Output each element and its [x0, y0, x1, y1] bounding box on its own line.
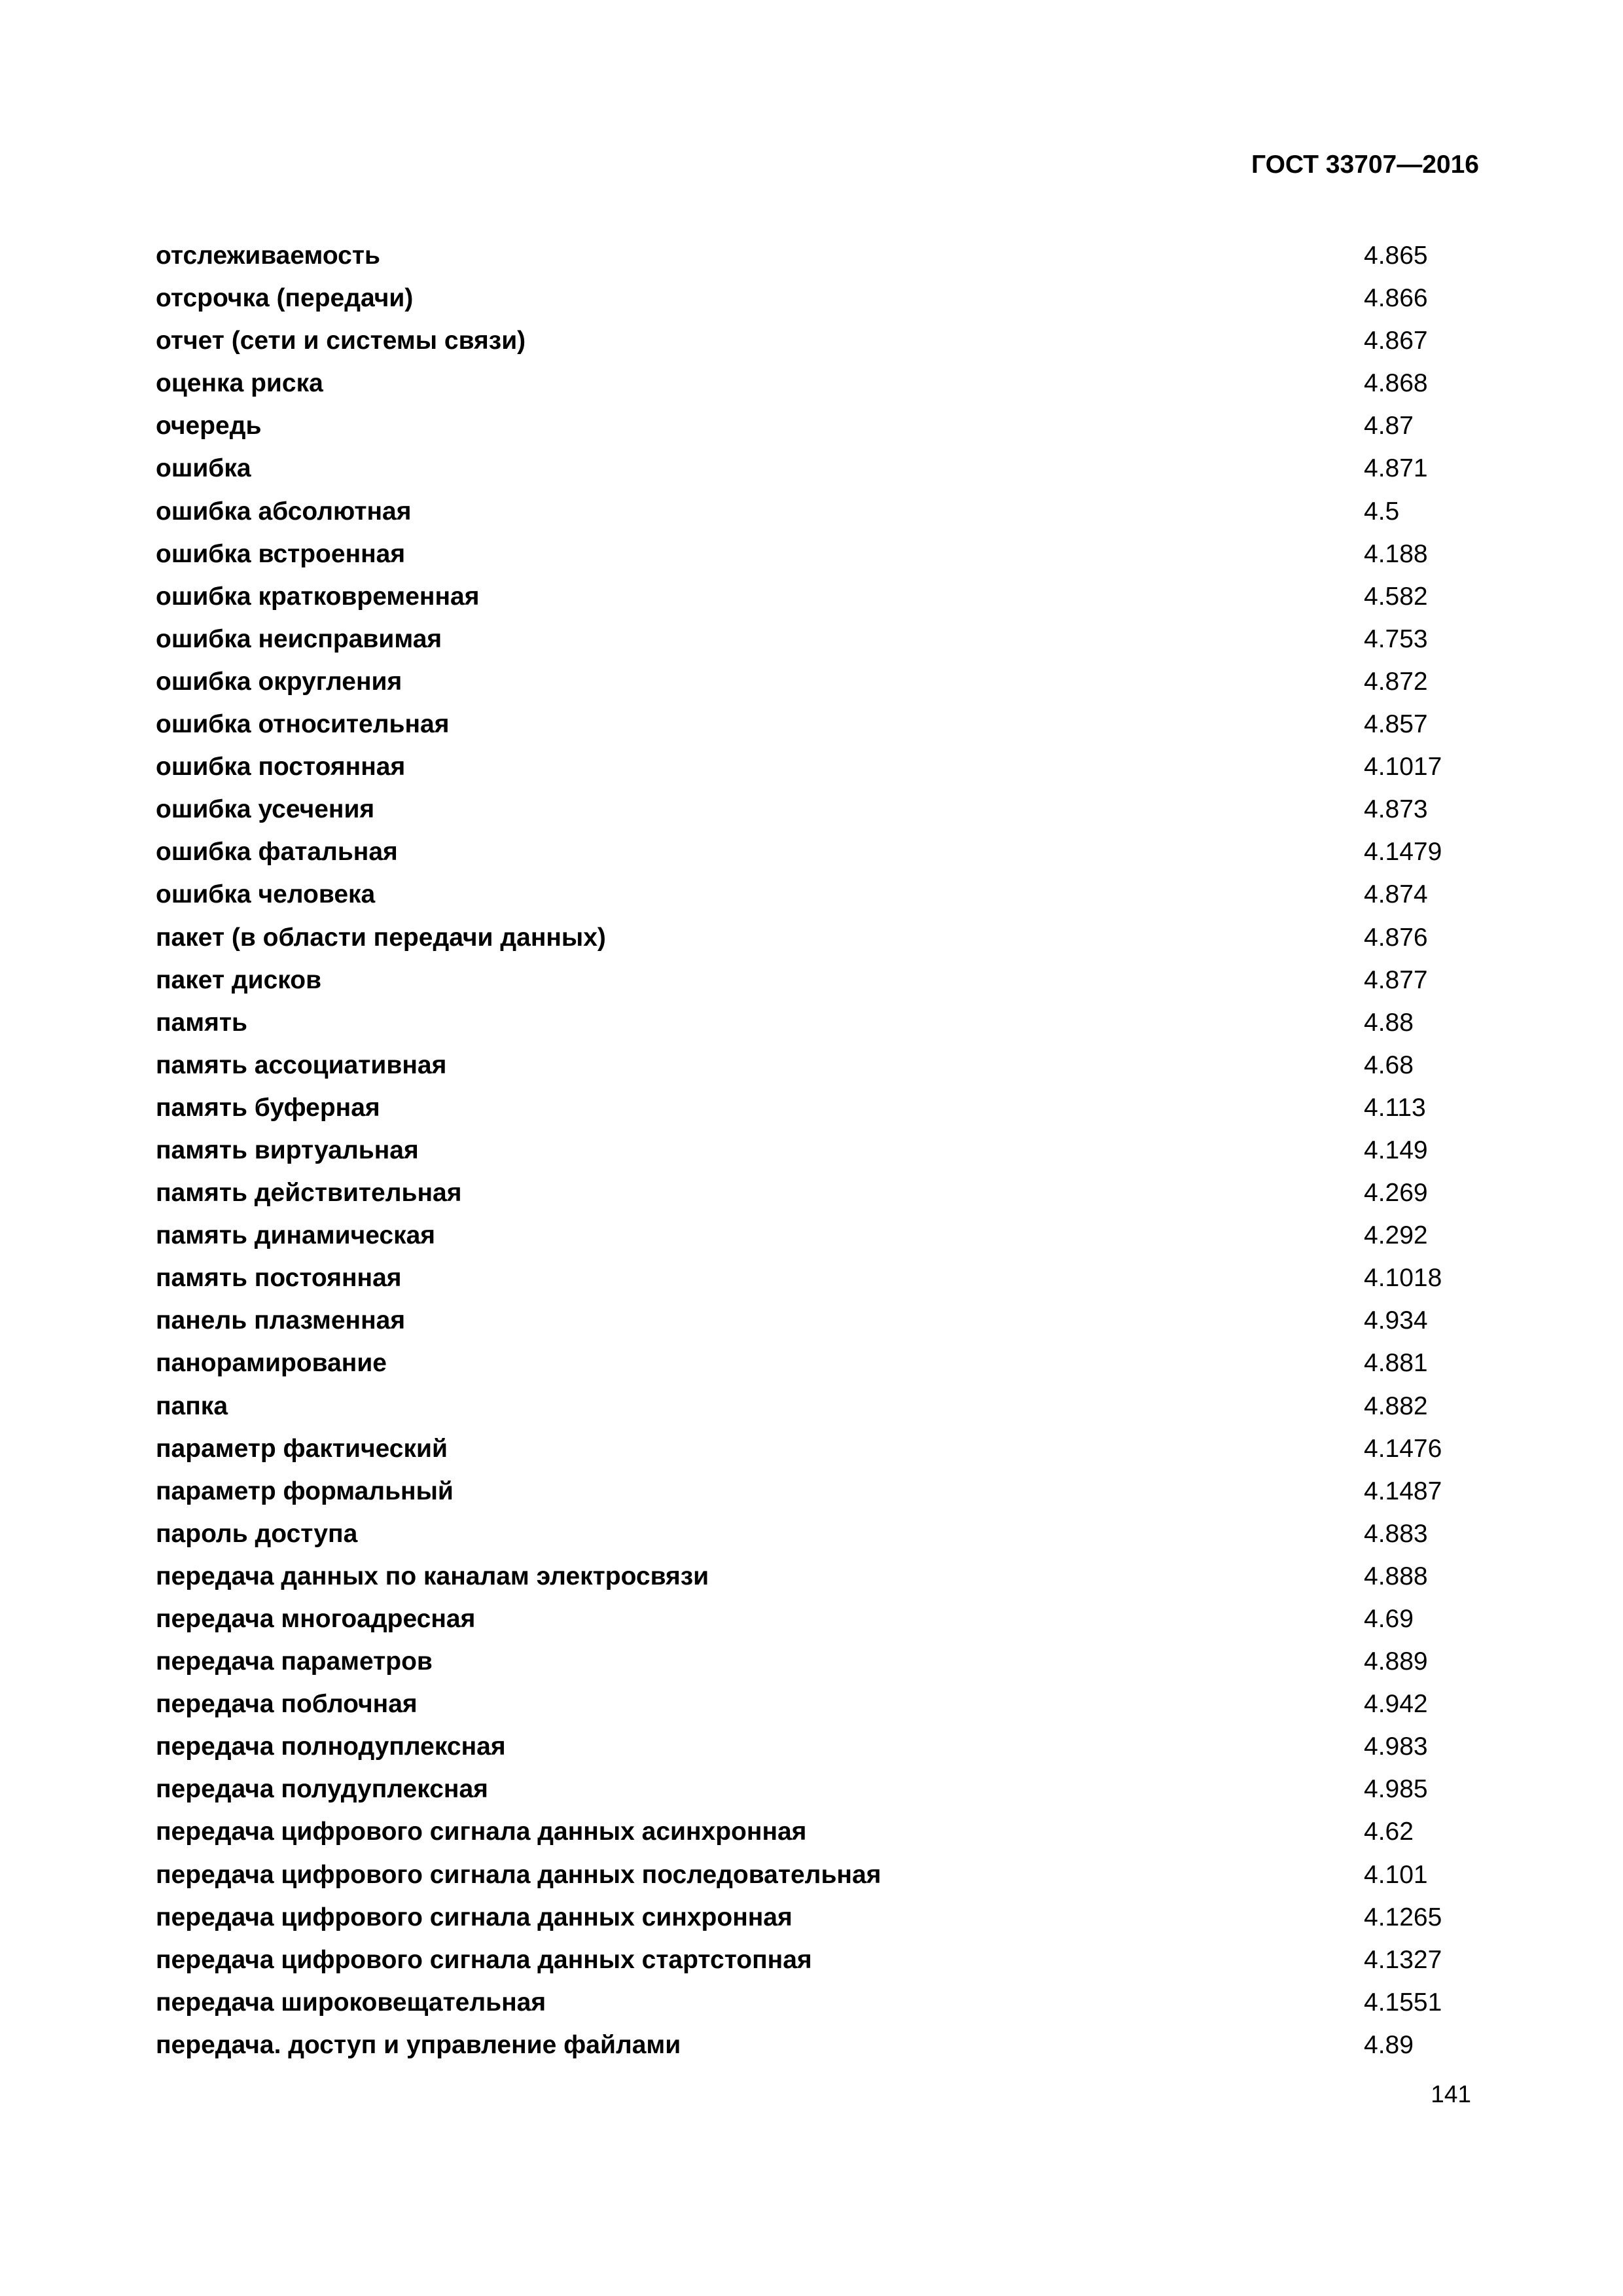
index-reference-number: 4.1487: [1364, 1477, 1442, 1505]
index-reference-number: 4.876: [1364, 923, 1428, 952]
index-entry: [156, 873, 1484, 916]
index-term: передача многоадресная: [156, 1605, 476, 1633]
index-entry: [156, 788, 1484, 831]
index-term: параметр формальный: [156, 1477, 454, 1505]
index-entry: [156, 1385, 1484, 1427]
index-term: ошибка фатальная: [156, 838, 398, 867]
index-reference-number: 4.868: [1364, 369, 1428, 398]
index-term: память динамическая: [156, 1221, 436, 1250]
index-term: ошибка человека: [156, 880, 376, 909]
index-reference-number: 4.934: [1364, 1306, 1428, 1335]
index-term: ошибка округления: [156, 667, 402, 696]
index-reference-number: 4.881: [1364, 1349, 1428, 1378]
index-term: отсрочка (передачи): [156, 284, 414, 313]
index-reference-number: 4.5: [1364, 497, 1400, 526]
index-reference-number: 4.857: [1364, 710, 1428, 739]
index-entry: [156, 1725, 1484, 1768]
index-entry: [156, 533, 1484, 575]
index-entry: [156, 404, 1484, 447]
index-term: ошибка постоянная: [156, 753, 406, 781]
index-entry: [156, 1172, 1484, 1214]
index-reference-number: 4.888: [1364, 1562, 1428, 1590]
index-reference-number: 4.883: [1364, 1519, 1428, 1548]
index-entry: [156, 1001, 1484, 1044]
index-term: передача цифрового сигнала данных синхронная: [156, 1903, 793, 1931]
index-reference-number: 4.269: [1364, 1179, 1428, 1208]
index-reference-number: 4.1018: [1364, 1264, 1442, 1293]
index-entry: [156, 618, 1484, 660]
index-entry: [156, 660, 1484, 703]
index-reference-number: 4.985: [1364, 1775, 1428, 1804]
index-entry: [156, 1896, 1484, 1939]
index-entry: [156, 2024, 1484, 2066]
index-term: передача данных по каналам электросвязи: [156, 1562, 709, 1590]
index-entry: [156, 1939, 1484, 1981]
index-reference-number: 4.874: [1364, 880, 1428, 909]
index-reference-number: 4.1479: [1364, 838, 1442, 867]
index-term: передача широковещательная: [156, 1988, 546, 2017]
index-reference-number: 4.62: [1364, 1818, 1414, 1846]
index-entry: [156, 1768, 1484, 1810]
index-reference-number: 4.866: [1364, 284, 1428, 313]
index-entry: [156, 1810, 1484, 1853]
index-term: отслеживаемость: [156, 242, 380, 270]
index-reference-number: 4.69: [1364, 1605, 1414, 1633]
index-entry: [156, 745, 1484, 788]
index-term: очередь: [156, 412, 262, 440]
index-entry: [156, 1598, 1484, 1640]
index-entry: [156, 1981, 1484, 2024]
index-reference-number: 4.1476: [1364, 1434, 1442, 1463]
index-reference-number: 4.882: [1364, 1391, 1428, 1420]
index-entry: [156, 362, 1484, 404]
index-reference-number: 4.88: [1364, 1008, 1414, 1037]
document-header: ГОСТ 33707—2016: [1251, 151, 1479, 179]
index-entry: [156, 703, 1484, 745]
index-term: передача параметров: [156, 1647, 433, 1676]
index-reference-number: 4.292: [1364, 1221, 1428, 1250]
index-term: пакет дисков: [156, 965, 322, 994]
index-reference-number: 4.983: [1364, 1732, 1428, 1761]
index-term: пакет (в области передачи данных): [156, 923, 606, 952]
index-term: память ассоциативная: [156, 1050, 447, 1079]
index-entry: [156, 490, 1484, 533]
index-reference-number: 4.89: [1364, 2030, 1414, 2059]
index-entry: [156, 1299, 1484, 1342]
index-term: передача цифрового сигнала данных стартстопная: [156, 1945, 812, 1974]
index-reference-number: 4.149: [1364, 1136, 1428, 1164]
index-entry: [156, 1427, 1484, 1470]
index-reference-number: 4.101: [1364, 1860, 1428, 1889]
index-term: ошибка усечения: [156, 795, 375, 824]
index-reference-number: 4.1265: [1364, 1903, 1442, 1931]
index-reference-number: 4.582: [1364, 582, 1428, 611]
index-term: папка: [156, 1391, 228, 1420]
index-term: передача цифрового сигнала данных последовательная: [156, 1860, 882, 1889]
index-reference-number: 4.865: [1364, 242, 1428, 270]
index-entry: [156, 1044, 1484, 1086]
index-reference-number: 4.1017: [1364, 753, 1442, 781]
index-entry: [156, 831, 1484, 873]
index-term: память постоянная: [156, 1264, 402, 1293]
index-reference-number: 4.188: [1364, 539, 1428, 568]
index-term: передача цифрового сигнала данных асинхронная: [156, 1818, 807, 1846]
index-reference-number: 4.877: [1364, 965, 1428, 994]
index-entry: [156, 1086, 1484, 1129]
index-term: ошибка неисправимая: [156, 624, 442, 653]
index-reference-number: 4.942: [1364, 1690, 1428, 1719]
index-term: передача поблочная: [156, 1690, 418, 1719]
index-entry: [156, 1513, 1484, 1555]
index-term: память действительная: [156, 1179, 462, 1208]
index-term: передача полудуплексная: [156, 1775, 488, 1804]
index-term: оценка риска: [156, 369, 323, 398]
index-entry: [156, 1257, 1484, 1299]
index-entry: [156, 1214, 1484, 1257]
index-term: панорамирование: [156, 1349, 387, 1378]
index-term: отчет (сети и системы связи): [156, 327, 526, 355]
index-reference-number: 4.889: [1364, 1647, 1428, 1676]
index-term: ошибка кратковременная: [156, 582, 480, 611]
index-entry: [156, 1342, 1484, 1384]
index-reference-number: 4.872: [1364, 667, 1428, 696]
index-term: параметр фактический: [156, 1434, 448, 1463]
index-term: панель плазменная: [156, 1306, 406, 1335]
term-index-list: [156, 234, 1484, 2066]
index-reference-number: 4.68: [1364, 1050, 1414, 1079]
index-reference-number: 4.873: [1364, 795, 1428, 824]
index-term: память виртуальная: [156, 1136, 419, 1164]
index-entry: [156, 234, 1484, 277]
index-entry: [156, 1555, 1484, 1598]
index-reference-number: 4.1327: [1364, 1945, 1442, 1974]
index-entry: [156, 1683, 1484, 1725]
page-number: 141: [1431, 2081, 1471, 2108]
index-entry: [156, 319, 1484, 362]
index-entry: [156, 575, 1484, 618]
index-term: ошибка: [156, 454, 251, 483]
index-reference-number: 4.87: [1364, 412, 1414, 440]
index-term: передача. доступ и управление файлами: [156, 2030, 681, 2059]
index-reference-number: 4.1551: [1364, 1988, 1442, 2017]
index-reference-number: 4.867: [1364, 327, 1428, 355]
index-entry: [156, 447, 1484, 490]
index-term: память буферная: [156, 1093, 380, 1122]
index-entry: [156, 277, 1484, 319]
index-entry: [156, 916, 1484, 959]
index-entry: [156, 959, 1484, 1001]
index-entry: [156, 1640, 1484, 1683]
index-reference-number: 4.871: [1364, 454, 1428, 483]
index-term: память: [156, 1008, 247, 1037]
index-entry: [156, 1470, 1484, 1513]
index-term: ошибка относительная: [156, 710, 450, 739]
index-term: ошибка абсолютная: [156, 497, 412, 526]
index-reference-number: 4.113: [1364, 1093, 1426, 1122]
index-term: пароль доступа: [156, 1519, 358, 1548]
index-reference-number: 4.753: [1364, 624, 1428, 653]
index-term: передача полнодуплексная: [156, 1732, 506, 1761]
index-term: ошибка встроенная: [156, 539, 406, 568]
index-entry: [156, 1129, 1484, 1172]
index-entry: [156, 1854, 1484, 1896]
